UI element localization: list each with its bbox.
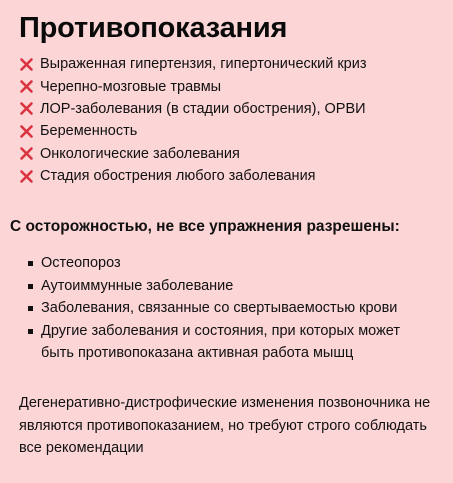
cross-mark-icon: [19, 101, 34, 116]
caution-text: Аутоиммунные заболевание: [41, 277, 234, 294]
caution-text: Другие заболевания и состояния, при которых может быть противопоказана активная работа мышц: [41, 322, 400, 361]
caution-text: Остеопороз: [41, 255, 121, 271]
list-item: [19, 75, 367, 97]
square-bullet-icon: [28, 329, 33, 334]
caution-list: [28, 252, 428, 365]
square-bullet-icon: [28, 284, 33, 289]
list-item: [28, 320, 428, 365]
note-paragraph: Дегенеративно-дистрофические изменения позвоночника не являются противопоказанием, но требуют строго соблюдать все рекомендации: [19, 395, 431, 456]
list-item: [19, 143, 367, 165]
contraindication-text: ЛОР-заболевания (в стадии обострения), ОРВИ: [40, 100, 366, 117]
caution-heading: С осторожностью, не все упражнения разрешены:: [10, 218, 400, 235]
caution-text: Заболевания, связанные со свертываемостью крови: [41, 300, 398, 316]
cross-mark-icon: [19, 79, 34, 94]
list-item: [19, 120, 367, 142]
list-item: [19, 53, 367, 75]
cross-mark-icon: [19, 146, 34, 161]
cross-mark-icon: [19, 124, 34, 139]
square-bullet-icon: [28, 261, 33, 266]
contraindications-list: [19, 53, 367, 187]
page-title: Противопоказания: [19, 12, 288, 44]
cross-mark-icon: [19, 57, 34, 72]
list-item: [28, 252, 428, 275]
contraindication-text: Стадия обострения любого заболевания: [40, 168, 316, 185]
contraindication-text: Черепно-мозговые травмы: [40, 78, 222, 95]
list-item: [19, 165, 367, 187]
contraindication-text: Беременность: [40, 123, 138, 140]
cross-mark-icon: [19, 169, 34, 184]
list-item: [28, 275, 428, 298]
square-bullet-icon: [28, 306, 33, 311]
contraindication-text: Выраженная гипертензия, гипертонический криз: [40, 56, 367, 73]
list-item: [19, 98, 367, 120]
list-item: [28, 297, 428, 320]
contraindication-text: Онкологические заболевания: [40, 145, 240, 162]
